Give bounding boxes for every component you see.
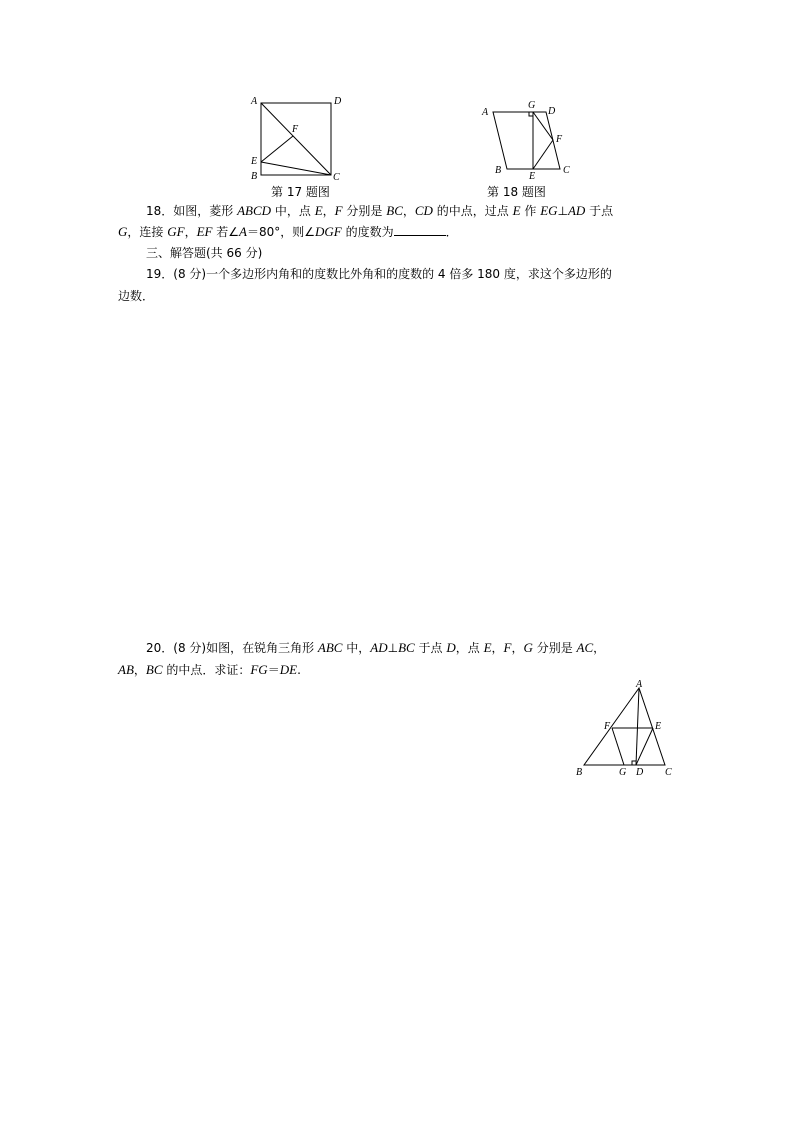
label-d: D (334, 96, 342, 107)
q19-line-2: 边数． (118, 289, 155, 303)
label-e: E (251, 156, 258, 167)
label-c: C (333, 172, 340, 183)
figure-18-caption: 第 18 题图 (487, 185, 546, 199)
label-a: A (636, 679, 643, 690)
label-d: D (548, 106, 556, 117)
triangle-abc (584, 688, 665, 765)
label-b: B (576, 767, 583, 778)
q18-line-1: 18．如图，菱形 ABCD 中，点 E，F 分别是 BC，CD 的中点，过点 E 作 EG⊥AD 于点 (146, 203, 614, 218)
label-f: F (604, 721, 611, 732)
figure-20-diagram (572, 680, 682, 780)
right-angle-mark (529, 112, 533, 116)
figure-18-diagram (478, 97, 588, 182)
label-a: A (482, 107, 489, 118)
label-c: C (665, 767, 672, 778)
label-c: C (563, 165, 570, 176)
section-3-title: 三、解答题(共 66 分) (146, 246, 263, 260)
segment-de (636, 728, 653, 765)
label-f: F (556, 134, 563, 145)
altitude-ad (636, 688, 639, 765)
segment-ef (261, 136, 293, 162)
label-g: G (528, 100, 536, 111)
label-d: D (636, 767, 644, 778)
segment-fg (612, 728, 624, 765)
right-angle-mark (632, 761, 636, 765)
figure-17-diagram (240, 90, 350, 185)
label-b: B (251, 171, 258, 182)
segment-ef (533, 140, 553, 169)
q18-line-2: G，连接 GF，EF 若∠A＝80°，则∠DGF 的度数为 ． (118, 224, 458, 239)
label-e: E (655, 721, 662, 732)
figure-17-caption: 第 17 题图 (271, 185, 330, 199)
answer-blank[interactable] (394, 224, 446, 236)
label-g: G (619, 767, 627, 778)
q19-line-1: 19．(8 分)一个多边形内角和的度数比外角和的度数的 4 倍多 180 度，求这个多边形的 (146, 267, 612, 281)
label-a: A (251, 96, 258, 107)
rhombus-abcd (493, 112, 560, 169)
q20-line-2: AB，BC 的中点．求证：FG＝DE. (118, 662, 301, 677)
label-b: B (495, 165, 502, 176)
q20-line-1: 20．(8 分)如图，在锐角三角形 ABC 中，AD⊥BC 于点 D，点 E，F，G 分别是 AC， (146, 640, 606, 655)
label-e: E (529, 171, 536, 182)
label-f: F (292, 124, 299, 135)
